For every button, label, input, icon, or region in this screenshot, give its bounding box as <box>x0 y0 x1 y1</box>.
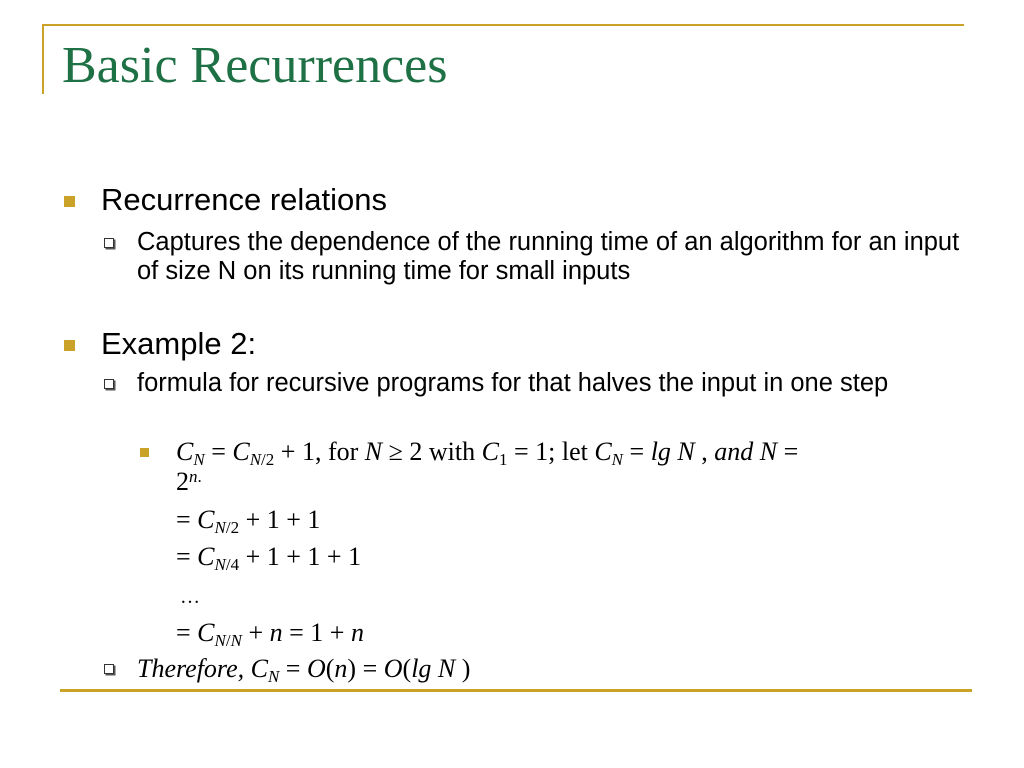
square-bullet-icon <box>140 448 149 457</box>
square-bullet-icon <box>64 196 75 207</box>
bullet-captures-dependence: Captures the dependence of the running time of an algorithm for an input of size N on its running time for small inputs <box>137 228 960 285</box>
bullet-recurrence-relations: Recurrence relations <box>101 182 388 217</box>
recurrence-definition: $C_N = C_{N/2} + 1$, for N ≥ 2 with $C_1 = 1$; let $C_N = \lg N$ , and N = <box>176 437 799 469</box>
expansion-step-1: = $C_{N/2} + 1 + 1$ <box>176 505 321 537</box>
square-bullet-icon <box>64 340 75 351</box>
hollow-square-bullet-icon <box>104 238 114 248</box>
expansion-step-2: = $C_{N/4} + 1 + 1 + 1$ <box>176 542 362 574</box>
bullet-formula-recursive: formula for recursive programs for that halves the input in one step <box>137 369 889 397</box>
hollow-square-bullet-icon <box>104 664 114 674</box>
hollow-square-bullet-icon <box>104 379 114 389</box>
conclusion: Therefore, $C_N = O(n) = O(\lg$ N ) <box>137 654 471 686</box>
expansion-ellipsis: … <box>180 586 200 608</box>
slide-title: Basic Recurrences <box>62 37 448 94</box>
recurrence-definition-cont: $2^{n.}$ <box>176 467 202 496</box>
bullet-example-2: Example 2: <box>101 326 257 361</box>
expansion-final: = $C_{N/N} + n = 1 + n$ <box>176 618 364 650</box>
